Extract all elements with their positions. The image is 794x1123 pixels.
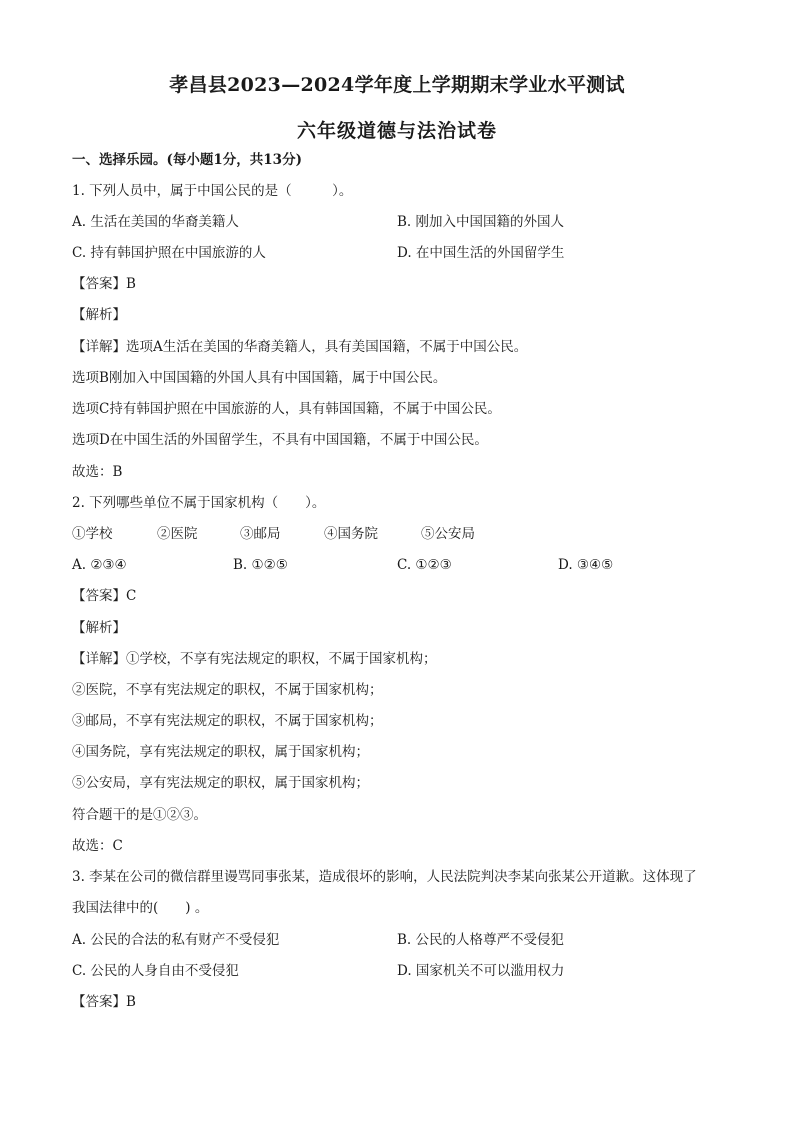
section-heading: 一、选择乐园。(每小题1分，共13分) [72, 152, 302, 168]
question-2-detail-6: 符合题干的是①②③。 [72, 807, 207, 823]
question-3-option-a: A. 公民的合法的私有财产不受侵犯 [72, 932, 280, 948]
question-2-detail-2: ②医院，不享有宪法规定的职权，不属于国家机构； [72, 682, 383, 698]
question-1-stem: 1. 下列人员中，属于中国公民的是（ ）。 [72, 183, 353, 199]
question-2-choice-5: ⑤公安局 [421, 526, 475, 542]
question-1-detail-2: 选项B刚加入中国国籍的外国人具有中国国籍，属于中国公民。 [72, 370, 447, 386]
question-1-conclusion: 故选：B [72, 464, 123, 480]
question-2-detail-5: ⑤公安局，享有宪法规定的职权，属于国家机构； [72, 775, 369, 791]
question-2-conclusion: 故选：C [72, 838, 123, 854]
question-2-choice-1: ①学校 [72, 526, 113, 542]
question-2-choice-3: ③邮局 [240, 526, 281, 542]
exam-title: 孝昌县2023—2024学年度上学期期末学业水平测试 [169, 74, 625, 96]
question-2-choice-2: ②医院 [157, 526, 198, 542]
question-2-stem: 2. 下列哪些单位不属于国家机构（ ）。 [72, 495, 326, 511]
question-2-choice-4: ④国务院 [324, 526, 378, 542]
question-3-answer: 【答案】B [72, 994, 136, 1010]
question-2-analysis-label: 【解析】 [72, 620, 126, 636]
question-3-option-c: C. 公民的人身自由不受侵犯 [72, 963, 239, 979]
question-2-detail-3: ③邮局，不享有宪法规定的职权，不属于国家机构； [72, 713, 383, 729]
question-1-option-d: D. 在中国生活的外国留学生 [397, 245, 565, 261]
question-1-answer: 【答案】B [72, 276, 136, 292]
question-2-detail-1: 【详解】①学校，不享有宪法规定的职权，不属于国家机构； [72, 651, 437, 667]
question-2-answer: 【答案】C [72, 588, 137, 604]
question-2-option-d: D. ③④⑤ [558, 557, 614, 573]
question-2-detail-4: ④国务院，享有宪法规定的职权，属于国家机构； [72, 744, 369, 760]
question-3-option-b: B. 公民的人格尊严不受侵犯 [397, 932, 565, 948]
question-1-option-c: C. 持有韩国护照在中国旅游的人 [72, 245, 266, 261]
question-1-detail-3: 选项C持有韩国护照在中国旅游的人，具有韩国国籍，不属于中国公民。 [72, 401, 501, 417]
question-1-option-b: B. 刚加入中国国籍的外国人 [397, 214, 565, 230]
question-3-stem-line-1: 3. 李某在公司的微信群里谩骂同事张某，造成很坏的影响，人民法院判决李某向张某公开道歉。这体现了 [72, 869, 697, 885]
question-2-option-b: B. ①②⑤ [233, 557, 288, 573]
question-1-detail-4: 选项D在中国生活的外国留学生，不具有中国国籍，不属于中国公民。 [72, 432, 488, 448]
question-3-stem-line-2: 我国法律中的( ) 。 [72, 900, 209, 916]
question-1-analysis-label: 【解析】 [72, 307, 126, 323]
question-1-detail-1: 【详解】选项A生活在美国的华裔美籍人，具有美国国籍，不属于中国公民。 [72, 339, 528, 355]
exam-subtitle: 六年级道德与法治试卷 [296, 120, 497, 142]
question-2-option-c: C. ①②③ [397, 557, 452, 573]
question-3-option-d: D. 国家机关不可以滥用权力 [397, 963, 565, 979]
question-2-option-a: A. ②③④ [72, 557, 127, 573]
question-1-option-a: A. 生活在美国的华裔美籍人 [72, 214, 239, 230]
